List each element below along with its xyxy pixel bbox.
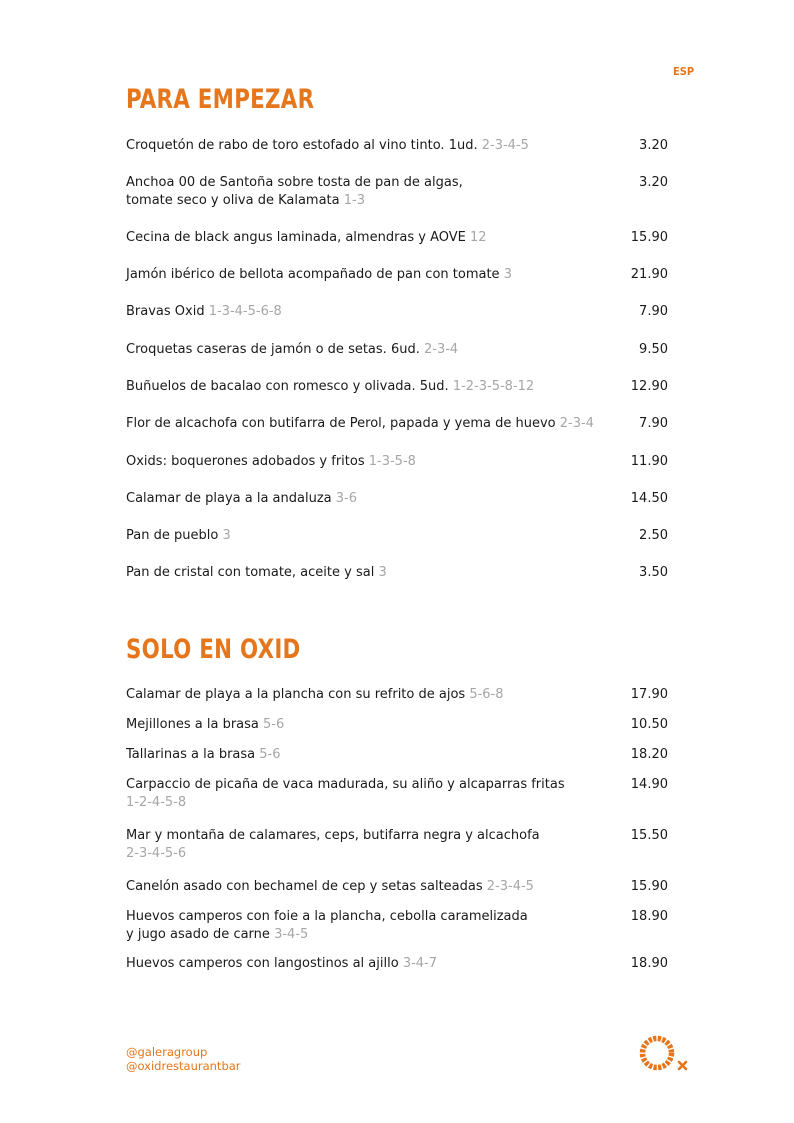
menu-item-description xyxy=(126,827,596,863)
menu-item-description xyxy=(126,878,596,896)
menu-item-description xyxy=(126,564,596,582)
menu-item-description xyxy=(126,341,596,359)
menu-item-allergens: 2-3-4-5-6 xyxy=(126,846,187,861)
section-title-solo-en-oxid: SOLO EN OXID xyxy=(126,634,301,665)
menu-item-price: 18.90 xyxy=(630,909,668,924)
menu-item-description xyxy=(126,453,596,471)
menu-item-allergens: 1-2-4-5-8 xyxy=(126,795,187,810)
menu-item-allergens: 1-3-5-8 xyxy=(368,454,416,469)
menu-item xyxy=(126,686,668,704)
menu-item-allergens: 5-6 xyxy=(259,747,281,762)
menu-item-name: Croquetas caseras de jamón o de setas. 6ud. xyxy=(126,342,420,357)
menu-item xyxy=(126,490,668,508)
menu-item xyxy=(126,341,668,359)
menu-item-description xyxy=(126,266,596,284)
menu-item-price: 3.20 xyxy=(639,175,668,190)
menu-item-allergens: 1-3-4-5-6-8 xyxy=(208,304,282,319)
menu-item-description xyxy=(126,137,596,155)
menu-item-name: Mejillones a la brasa xyxy=(126,717,259,732)
menu-item-price: 18.20 xyxy=(630,747,668,762)
menu-item-name: Tallarinas a la brasa xyxy=(126,747,256,762)
menu-item xyxy=(126,716,668,734)
menu-item-allergens: 3 xyxy=(222,528,231,543)
menu-item-name: Oxids: boquerones adobados y fritos xyxy=(126,454,365,469)
menu-item-price: 10.50 xyxy=(630,717,668,732)
menu-item-description xyxy=(126,686,596,704)
menu-item-price: 3.20 xyxy=(639,138,668,153)
menu-item-price: 12.90 xyxy=(630,379,668,394)
menu-item xyxy=(126,303,668,321)
menu-item-allergens: 2-3-4 xyxy=(559,416,594,431)
menu-item-price: 15.50 xyxy=(630,828,668,843)
menu-item-name: Canelón asado con bechamel de cep y setas salteadas xyxy=(126,879,483,894)
menu-item-price: 17.90 xyxy=(630,687,668,702)
menu-item-description xyxy=(126,490,596,508)
menu-item xyxy=(126,955,668,973)
menu-item-description xyxy=(126,527,596,545)
menu-item-allergens: 1-3 xyxy=(343,193,365,208)
menu-item-name: Croquetón de rabo de toro estofado al vino tinto. 1ud. xyxy=(126,138,478,153)
menu-item-allergens: 2-3-4-5 xyxy=(481,138,529,153)
menu-item-name: Huevos camperos con langostinos al ajillo xyxy=(126,956,399,971)
menu-item xyxy=(126,415,668,433)
menu-item xyxy=(126,527,668,545)
menu-item-price: 11.90 xyxy=(630,454,668,469)
menu-item-description xyxy=(126,746,596,764)
social-handles xyxy=(126,1045,241,1073)
menu-item-price: 14.50 xyxy=(630,491,668,506)
menu-item xyxy=(126,564,668,582)
menu-item xyxy=(126,266,668,284)
menu-item xyxy=(126,908,668,944)
menu-item-name: Mar y montaña de calamares, ceps, butifarra negra y alcachofa xyxy=(126,828,540,843)
menu-item-name: Bravas Oxid xyxy=(126,304,205,319)
menu-item-description xyxy=(126,229,596,247)
menu-item-name: Jamón ibérico de bellota acompañado de pan con tomate xyxy=(126,267,500,282)
menu-item-description xyxy=(126,716,596,734)
menu-item-allergens: 3-6 xyxy=(335,491,357,506)
social-handle-galeragroup[interactable]: @galeragroup xyxy=(126,1045,208,1059)
language-indicator[interactable]: ESP xyxy=(673,65,695,78)
menu-item-allergens: 3-4-5 xyxy=(274,927,309,942)
menu-item xyxy=(126,878,668,896)
menu-item-name: Cecina de black angus laminada, almendras y AOVE xyxy=(126,230,466,245)
menu-item xyxy=(126,229,668,247)
menu-item-price: 7.90 xyxy=(639,304,668,319)
menu-item-name: Pan de pueblo xyxy=(126,528,219,543)
menu-item-description xyxy=(126,955,596,973)
menu-item xyxy=(126,137,668,155)
menu-item-name: Huevos camperos con foie a la plancha, cebolla caramelizada y jugo asado de carne xyxy=(126,909,528,942)
menu-item-description xyxy=(126,174,596,210)
menu-item-price: 7.90 xyxy=(639,416,668,431)
menu-item xyxy=(126,746,668,764)
menu-item-price: 15.90 xyxy=(630,230,668,245)
menu-item-description xyxy=(126,378,596,396)
menu-item-allergens: 5-6-8 xyxy=(469,687,504,702)
menu-item-description xyxy=(126,776,596,812)
menu-item xyxy=(126,174,668,210)
menu-item-name: Calamar de playa a la plancha con su refrito de ajos xyxy=(126,687,466,702)
menu-item-allergens: 1-2-3-5-8-12 xyxy=(452,379,535,394)
menu-item-allergens: 3-4-7 xyxy=(402,956,438,971)
menu-item-name: Flor de alcachofa con butifarra de Perol, papada y yema de huevo xyxy=(126,416,556,431)
menu-item-price: 3.50 xyxy=(639,565,668,580)
menu-item-price: 14.90 xyxy=(630,777,668,792)
social-handle-oxidrestaurantbar[interactable]: @oxidrestaurantbar xyxy=(126,1059,241,1073)
menu-item-name: Anchoa 00 de Santoña sobre tosta de pan de algas, tomate seco y oliva de Kalamata xyxy=(126,175,463,208)
menu-item-allergens: 2-3-4-5 xyxy=(486,879,534,894)
menu-item xyxy=(126,453,668,471)
menu-item-price: 2.50 xyxy=(639,528,668,543)
menu-item-description xyxy=(126,908,596,944)
menu-item-name: Calamar de playa a la andaluza xyxy=(126,491,332,506)
menu-item-price: 9.50 xyxy=(639,342,668,357)
oxid-logo-icon xyxy=(638,1033,692,1075)
section-title-para-empezar: PARA EMPEZAR xyxy=(126,84,315,115)
menu-item-allergens: 2-3-4 xyxy=(423,342,459,357)
menu-item-name: Carpaccio de picaña de vaca madurada, su aliño y alcaparras fritas xyxy=(126,777,565,792)
menu-item-price: 21.90 xyxy=(630,267,668,282)
menu-item xyxy=(126,378,668,396)
menu-item-allergens: 5-6 xyxy=(263,717,285,732)
menu-item-name: Pan de cristal con tomate, aceite y sal xyxy=(126,565,375,580)
menu-item-price: 15.90 xyxy=(630,879,668,894)
menu-item-description xyxy=(126,415,596,433)
menu-item-description xyxy=(126,303,596,321)
menu-item xyxy=(126,827,668,863)
menu-item-allergens: 3 xyxy=(378,565,387,580)
menu-item-allergens: 12 xyxy=(470,230,487,245)
menu-item-allergens: 3 xyxy=(503,267,512,282)
menu-item xyxy=(126,776,668,812)
menu-item-name: Buñuelos de bacalao con romesco y olivada. 5ud. xyxy=(126,379,449,394)
menu-item-price: 18.90 xyxy=(630,956,668,971)
